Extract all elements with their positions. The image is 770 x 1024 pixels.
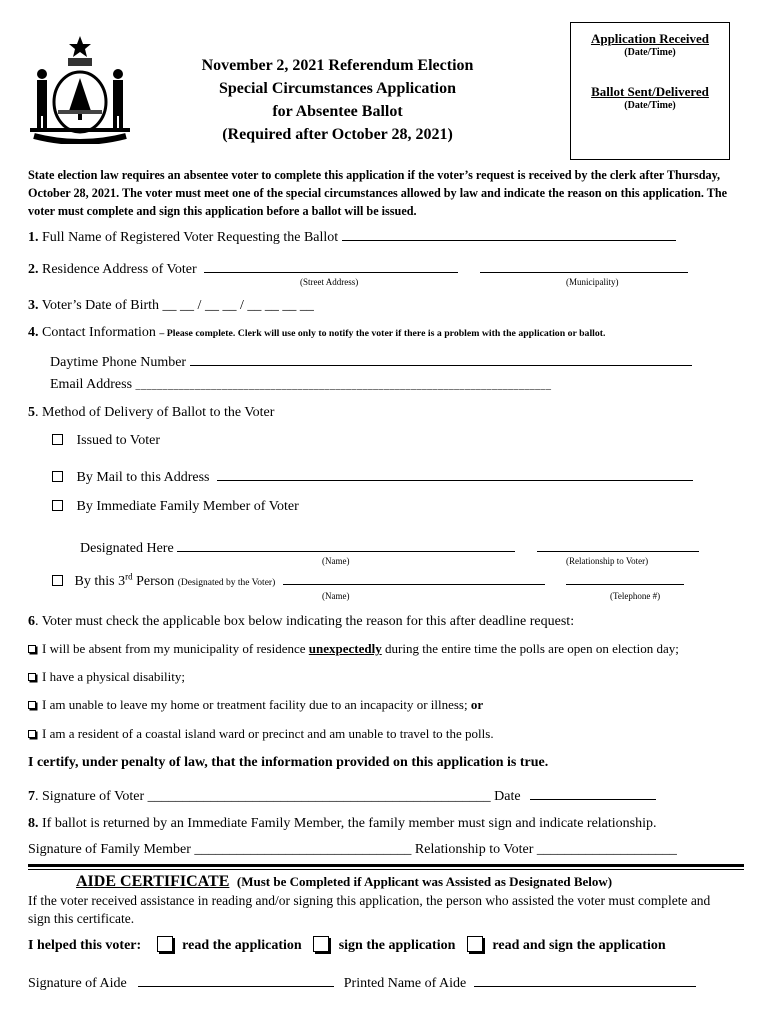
third-person-phone-caption: (Telephone #)	[610, 591, 661, 601]
q5-number: 5	[28, 405, 35, 420]
third-person-phone-field[interactable]	[566, 570, 684, 585]
q5-label: . Method of Delivery of Ballot to the Voter	[35, 405, 275, 420]
question-8	[28, 816, 657, 832]
reason-3-checkbox[interactable]	[28, 701, 36, 709]
mail-checkbox[interactable]	[52, 471, 63, 482]
q2-label: Residence Address of Voter	[42, 262, 197, 277]
designated-relationship-field[interactable]	[537, 537, 699, 552]
title-line-3: for Absentee Ballot	[272, 103, 403, 120]
application-received-label: Application Received	[590, 31, 710, 46]
intro-text: State election law requires an absentee voter to complete this application if the voter’s request is received by the clerk after Thursday, October 28, 2021. The voter must meet one of the special circumstances allowed by law and indicate the reason on this application. The voter must complete and sign this application before a ballot will be issued.	[28, 168, 728, 218]
reason-1-text: I will be absent from my municipality of residence	[42, 641, 309, 656]
reason-3-text: I am unable to leave my home or treatment facility due to an incapacity or illness;	[42, 697, 471, 712]
question-6	[28, 614, 574, 630]
q7-date-label: Date	[490, 789, 521, 804]
designated-name-caption: (Name)	[322, 556, 350, 566]
municipality-field[interactable]	[480, 258, 688, 273]
designated-name-field[interactable]	[177, 537, 515, 552]
voter-signature-field[interactable]: _________________________________________________	[147, 789, 491, 804]
aide-heading-row	[76, 873, 612, 891]
q2-number: 2.	[28, 262, 39, 277]
option-family-row	[52, 499, 299, 515]
email-row	[50, 377, 551, 393]
issued-label: Issued to Voter	[76, 433, 160, 448]
title-line-2: Special Circumstances Application	[218, 80, 457, 97]
designated-label: Designated Here	[80, 541, 174, 556]
section-divider	[28, 864, 744, 867]
question-7	[28, 785, 656, 805]
reason-4-row	[28, 726, 494, 742]
option-mail-row	[52, 466, 693, 486]
aide-signature-field[interactable]	[138, 972, 334, 987]
aide-options-row	[28, 936, 666, 954]
date-of-birth-field[interactable]: Voter’s Date of Birth __ __ / __ __ / __ __ __ __	[41, 298, 314, 313]
title-line-1: November 2, 2021 Referendum Election	[201, 57, 474, 74]
reason-1-text-end: during the entire time the polls are open on election day;	[381, 641, 679, 656]
state-seal-icon	[24, 32, 136, 144]
issued-checkbox[interactable]	[52, 434, 63, 445]
section-divider-thin	[28, 869, 744, 870]
certify-statement: I certify, under penalty of law, that the information provided on this application is true.	[28, 755, 549, 770]
ballot-sent-sub: (Date/Time)	[624, 100, 676, 111]
aide-signature-label: Signature of Aide	[28, 976, 127, 991]
reason-4-checkbox[interactable]	[28, 730, 36, 738]
mail-address-field[interactable]	[217, 466, 693, 481]
reason-4-text: I am a resident of a coastal island ward or precinct and am unable to travel to the polls.	[42, 726, 494, 741]
sign-checkbox[interactable]	[313, 936, 329, 952]
question-4	[28, 325, 606, 341]
option-issued-row	[52, 433, 160, 449]
reason-3-or: or	[470, 697, 484, 712]
ballot-sent-label: Ballot Sent/Delivered	[591, 84, 709, 99]
phone-field[interactable]	[190, 351, 692, 366]
aide-heading: AIDE CERTIFICATE	[76, 873, 230, 890]
aide-signature-row	[28, 972, 696, 992]
reason-2-row	[28, 669, 185, 685]
form-title	[160, 54, 515, 146]
relationship-field[interactable]: ____________________	[536, 842, 677, 857]
third-person-name-field[interactable]	[283, 570, 545, 585]
full-name-field[interactable]	[342, 226, 676, 241]
aide-printed-name-label: Printed Name of Aide	[343, 976, 467, 991]
q3-number: 3.	[28, 298, 39, 313]
reason-1-checkbox[interactable]	[28, 645, 36, 653]
helped-label: I helped this voter:	[28, 938, 142, 953]
application-received-sub: (Date/Time)	[624, 47, 676, 58]
street-address-caption: (Street Address)	[300, 277, 359, 287]
phone-label: Daytime Phone Number	[50, 355, 187, 370]
street-address-field[interactable]	[204, 258, 458, 273]
reason-2-text: I have a physical disability;	[42, 669, 185, 684]
relationship-label: Relationship to Voter	[411, 842, 537, 857]
email-field[interactable]: _____________________________________________________________________________	[135, 380, 552, 391]
q7-label: . Signature of Voter	[35, 789, 148, 804]
voter-date-field[interactable]	[530, 785, 656, 800]
designated-relationship-caption: (Relationship to Voter)	[566, 556, 649, 566]
question-5	[28, 405, 274, 421]
q1-label: Full Name of Registered Voter Requesting the Ballot	[42, 230, 339, 245]
third-person-note: (Designated by the Voter)	[177, 578, 276, 588]
read-and-sign-checkbox[interactable]	[467, 936, 483, 952]
family-checkbox[interactable]	[52, 500, 63, 511]
sign-label: sign the application	[338, 938, 456, 953]
family-signature-row	[28, 842, 677, 858]
reason-2-checkbox[interactable]	[28, 673, 36, 681]
question-2	[28, 258, 688, 278]
third-person-label: By this 3rd Person	[74, 571, 175, 589]
family-label: By Immediate Family Member of Voter	[76, 499, 299, 514]
designated-row	[80, 537, 699, 557]
q4-number: 4.	[28, 325, 39, 340]
aide-heading-note: (Must be Completed if Applicant was Assisted as Designated Below)	[236, 874, 613, 889]
read-and-sign-label: read and sign the application	[492, 938, 666, 953]
family-signature-field[interactable]: _______________________________	[194, 842, 412, 857]
option-third-person-row	[52, 570, 684, 590]
family-signature-label: Signature of Family Member	[28, 842, 195, 857]
q4-label: Contact Information	[42, 325, 156, 340]
email-label: Email Address	[50, 377, 133, 392]
question-3	[28, 298, 314, 314]
q8-label: If ballot is returned by an Immediate Family Member, the family member must sign and indicate relationship.	[42, 816, 657, 831]
reason-3-row	[28, 697, 483, 713]
q7-number: 7	[28, 789, 35, 804]
q4-note: – Please complete. Clerk will use only to notify the voter if there is a problem with the application or ballot.	[159, 328, 606, 339]
question-1	[28, 226, 676, 246]
mail-label: By Mail to this Address	[76, 470, 210, 485]
office-use-box	[570, 22, 730, 160]
title-line-4: (Required after October 28, 2021)	[222, 126, 453, 143]
read-checkbox[interactable]	[157, 936, 173, 952]
q1-number: 1.	[28, 230, 39, 245]
aide-text: If the voter received assistance in reading and/or signing this application, the person who assisted the voter must complete and sign this certificate.	[28, 893, 711, 926]
q6-label: . Voter must check the applicable box below indicating the reason for this after deadline request:	[35, 614, 575, 629]
aide-printed-name-field[interactable]	[474, 972, 696, 987]
read-label: read the application	[182, 938, 302, 953]
third-person-checkbox[interactable]	[52, 575, 63, 586]
reason-1-emphasis: unexpectedly	[308, 641, 382, 656]
reason-1-row	[28, 641, 679, 657]
q8-number: 8.	[28, 816, 39, 831]
third-person-name-caption: (Name)	[322, 591, 350, 601]
phone-row	[50, 351, 692, 371]
municipality-caption: (Municipality)	[566, 277, 619, 287]
q6-number: 6	[28, 614, 35, 629]
